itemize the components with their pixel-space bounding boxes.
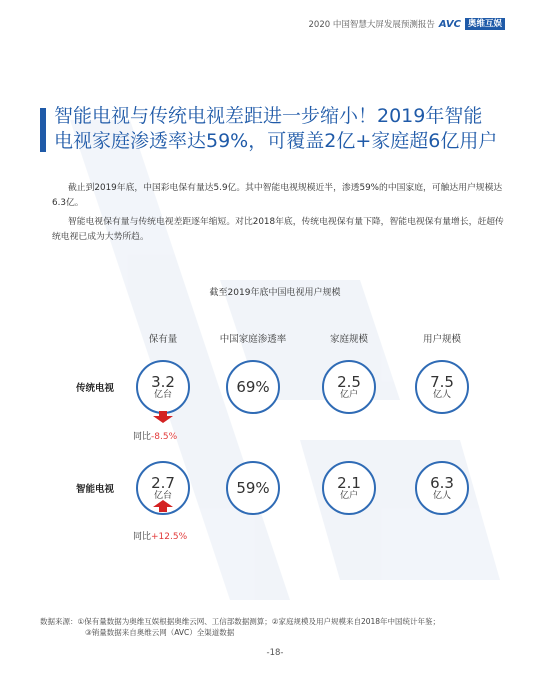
stock-value: 2.7 — [151, 473, 175, 492]
data-source-note — [40, 616, 510, 638]
row-label-traditional-tv: 传统电视 — [75, 383, 114, 394]
penetration-value: 69% — [236, 378, 270, 396]
households-value: 2.5 — [337, 372, 361, 391]
source-line-2: ③销量数据来自奥维云网（AVC）全渠道数据 — [85, 628, 235, 637]
company-logo: 奥维互娱 — [465, 18, 505, 30]
down-arrow-icon — [153, 411, 173, 423]
column-header-penetration: 中国家庭渗透率 — [219, 334, 287, 345]
infographic-title: 截至2019年底中国电视用户规模 — [209, 288, 341, 298]
penetration-circle-traditional — [226, 360, 280, 414]
users-unit: 亿人 — [432, 490, 451, 501]
up-arrow-icon — [153, 500, 173, 512]
title-line-2: 电视家庭渗透率达59%，可覆盖2亿+家庭超6亿用户 — [54, 130, 498, 152]
stock-unit: 亿台 — [153, 490, 172, 501]
column-header-users: 用户规模 — [422, 334, 461, 345]
users-unit: 亿人 — [432, 389, 451, 400]
households-unit: 亿户 — [339, 389, 358, 400]
report-header — [309, 18, 506, 30]
penetration-circle-smart — [226, 461, 280, 515]
households-value: 2.1 — [337, 473, 361, 492]
paragraph-1: 截止到2019年底，中国彩电保有量达5.9亿。其中智能电视规模近半，渗透59%的中国家庭，可触达用户规模达6.3亿。 — [52, 183, 503, 208]
row-label-smart-tv: 智能电视 — [75, 484, 114, 495]
yoy-change-traditional — [133, 429, 177, 442]
penetration-value: 59% — [236, 479, 270, 497]
households-unit: 亿户 — [339, 490, 358, 501]
column-header-households: 家庭规模 — [329, 334, 368, 345]
title-line-1: 智能电视与传统电视差距进一步缩小！2019年智能 — [54, 105, 483, 127]
yoy-prefix: 同比 — [133, 432, 152, 442]
watermark — [60, 80, 520, 640]
users-value: 6.3 — [430, 473, 454, 492]
column-header-stock: 保有量 — [148, 334, 178, 345]
avc-logo: AVC — [438, 18, 461, 30]
stock-value: 3.2 — [151, 372, 175, 391]
stock-unit: 亿台 — [153, 389, 172, 400]
yoy-change-smart — [133, 529, 187, 542]
households-circle-smart — [322, 461, 376, 515]
yoy-value: +12.5% — [151, 532, 188, 542]
households-circle-traditional — [322, 360, 376, 414]
page-title — [54, 104, 524, 154]
users-circle-smart — [415, 461, 469, 515]
users-circle-traditional — [415, 360, 469, 414]
page-number: -18- — [266, 648, 284, 658]
paragraph-2: 智能电视保有量与传统电视差距逐年缩短。对比2018年底，传统电视保有量下降，智能电视保有量增长，赶超传统电视已成为大势所趋。 — [52, 217, 504, 242]
title-accent-bar — [40, 108, 46, 152]
source-line-1: 数据来源：①保有量数据为奥维互娱根据奥维云网、工信部数据测算；②家庭规模及用户规模来自2018年中国统计年鉴； — [40, 617, 441, 626]
users-value: 7.5 — [430, 372, 454, 391]
stock-circle-traditional — [136, 360, 190, 414]
report-name: 2020 中国智慧大屏发展预测报告 — [308, 20, 435, 30]
yoy-prefix: 同比 — [133, 532, 152, 542]
yoy-value: -8.5% — [151, 432, 178, 442]
